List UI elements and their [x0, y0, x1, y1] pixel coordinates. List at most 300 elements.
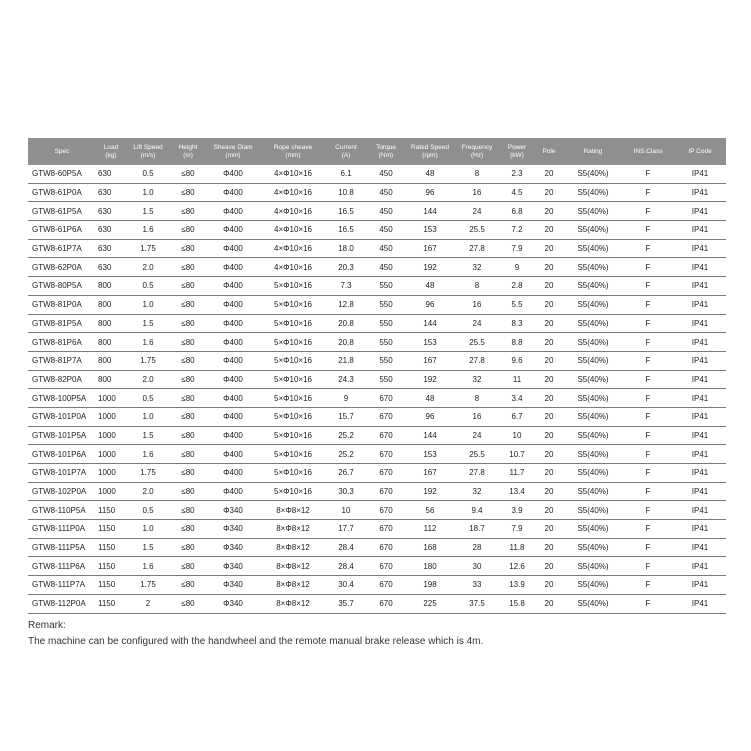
cell-current: 7.3	[326, 277, 366, 296]
cell-pole: 20	[534, 594, 564, 613]
cell-ip: IP41	[674, 277, 726, 296]
cell-load: 630	[96, 165, 126, 183]
column-header-ip	[674, 138, 726, 165]
cell-spec: GTW8-80P5A	[28, 277, 96, 296]
cell-ip: IP41	[674, 464, 726, 483]
cell-lift: 1.6	[126, 333, 170, 352]
table-row	[28, 165, 726, 183]
cell-height: ≤80	[170, 277, 206, 296]
column-header-line: Lift Speed	[133, 143, 163, 151]
cell-lift: 1.75	[126, 464, 170, 483]
cell-spec: GTW8-101P6A	[28, 445, 96, 464]
cell-rated: 96	[406, 407, 454, 426]
cell-freq: 18.7	[454, 520, 500, 539]
cell-rating: S5(40%)	[564, 557, 622, 576]
table-row	[28, 426, 726, 445]
cell-rope: 8×Φ8×12	[260, 501, 326, 520]
column-header-line: (rpm)	[422, 151, 438, 159]
cell-sheave: Φ400	[206, 221, 260, 240]
cell-rating: S5(40%)	[564, 295, 622, 314]
cell-ins: F	[622, 464, 674, 483]
column-header-line: Height	[178, 143, 198, 151]
cell-current: 15.7	[326, 407, 366, 426]
cell-rope: 4×Φ10×16	[260, 258, 326, 277]
cell-rated: 96	[406, 183, 454, 202]
cell-torque: 670	[366, 520, 406, 539]
cell-load: 1000	[96, 389, 126, 408]
cell-rope: 5×Φ10×16	[260, 314, 326, 333]
cell-spec: GTW8-100P5A	[28, 389, 96, 408]
cell-freq: 24	[454, 314, 500, 333]
cell-pole: 20	[534, 445, 564, 464]
cell-torque: 670	[366, 538, 406, 557]
cell-load: 1000	[96, 445, 126, 464]
cell-ip: IP41	[674, 239, 726, 258]
cell-rated: 167	[406, 464, 454, 483]
cell-sheave: Φ400	[206, 165, 260, 183]
cell-rating: S5(40%)	[564, 389, 622, 408]
cell-ip: IP41	[674, 538, 726, 557]
cell-height: ≤80	[170, 314, 206, 333]
cell-height: ≤80	[170, 557, 206, 576]
cell-torque: 550	[366, 295, 406, 314]
cell-current: 20.8	[326, 333, 366, 352]
cell-torque: 670	[366, 594, 406, 613]
cell-rope: 5×Φ10×16	[260, 277, 326, 296]
cell-spec: GTW8-101P7A	[28, 464, 96, 483]
table-row	[28, 594, 726, 613]
cell-power: 7.9	[500, 520, 534, 539]
cell-power: 3.9	[500, 501, 534, 520]
cell-freq: 32	[454, 482, 500, 501]
cell-spec: GTW8-61P6A	[28, 221, 96, 240]
cell-freq: 8	[454, 389, 500, 408]
column-header-sheave	[206, 138, 260, 165]
column-header-line: (A)	[341, 151, 351, 159]
cell-pole: 20	[534, 464, 564, 483]
cell-torque: 450	[366, 183, 406, 202]
cell-freq: 33	[454, 576, 500, 595]
cell-current: 16.5	[326, 202, 366, 221]
table-row	[28, 351, 726, 370]
cell-ip: IP41	[674, 445, 726, 464]
cell-height: ≤80	[170, 407, 206, 426]
cell-rated: 168	[406, 538, 454, 557]
column-header-line: Rope sheave	[273, 143, 313, 151]
cell-power: 2.3	[500, 165, 534, 183]
cell-torque: 550	[366, 351, 406, 370]
cell-rated: 48	[406, 277, 454, 296]
cell-ip: IP41	[674, 501, 726, 520]
cell-freq: 32	[454, 370, 500, 389]
cell-rope: 5×Φ10×16	[260, 370, 326, 389]
cell-ins: F	[622, 407, 674, 426]
table-row	[28, 239, 726, 258]
cell-rating: S5(40%)	[564, 258, 622, 277]
cell-ip: IP41	[674, 370, 726, 389]
cell-rating: S5(40%)	[564, 538, 622, 557]
cell-current: 21.8	[326, 351, 366, 370]
cell-spec: GTW8-60P5A	[28, 165, 96, 183]
cell-power: 7.2	[500, 221, 534, 240]
cell-rated: 167	[406, 239, 454, 258]
cell-rope: 4×Φ10×16	[260, 239, 326, 258]
cell-torque: 670	[366, 482, 406, 501]
cell-spec: GTW8-61P5A	[28, 202, 96, 221]
cell-ip: IP41	[674, 183, 726, 202]
cell-lift: 1.0	[126, 520, 170, 539]
cell-power: 2.8	[500, 277, 534, 296]
cell-freq: 28	[454, 538, 500, 557]
table-row	[28, 183, 726, 202]
cell-ins: F	[622, 370, 674, 389]
cell-ip: IP41	[674, 594, 726, 613]
cell-spec: GTW8-62P0A	[28, 258, 96, 277]
table-row	[28, 445, 726, 464]
cell-current: 25.2	[326, 445, 366, 464]
cell-torque: 670	[366, 576, 406, 595]
cell-current: 18.0	[326, 239, 366, 258]
column-header-line: Rating	[583, 147, 603, 155]
cell-sheave: Φ400	[206, 389, 260, 408]
cell-ins: F	[622, 295, 674, 314]
cell-ins: F	[622, 576, 674, 595]
cell-height: ≤80	[170, 239, 206, 258]
cell-freq: 8	[454, 277, 500, 296]
spec-table-container	[28, 138, 726, 614]
cell-freq: 8	[454, 165, 500, 183]
remark-block	[28, 618, 483, 650]
cell-lift: 1.5	[126, 202, 170, 221]
cell-rope: 8×Φ8×12	[260, 520, 326, 539]
cell-load: 630	[96, 258, 126, 277]
cell-rated: 144	[406, 426, 454, 445]
cell-freq: 37.5	[454, 594, 500, 613]
cell-load: 1000	[96, 464, 126, 483]
table-row	[28, 407, 726, 426]
cell-torque: 450	[366, 165, 406, 183]
cell-power: 11	[500, 370, 534, 389]
cell-lift: 2.0	[126, 482, 170, 501]
cell-pole: 20	[534, 407, 564, 426]
cell-pole: 20	[534, 258, 564, 277]
column-header-height	[170, 138, 206, 165]
cell-sheave: Φ400	[206, 351, 260, 370]
cell-rating: S5(40%)	[564, 501, 622, 520]
cell-freq: 16	[454, 295, 500, 314]
table-row	[28, 202, 726, 221]
cell-ip: IP41	[674, 351, 726, 370]
cell-sheave: Φ400	[206, 202, 260, 221]
cell-power: 10.7	[500, 445, 534, 464]
cell-ip: IP41	[674, 165, 726, 183]
cell-current: 17.7	[326, 520, 366, 539]
cell-sheave: Φ340	[206, 576, 260, 595]
cell-ins: F	[622, 239, 674, 258]
cell-rating: S5(40%)	[564, 445, 622, 464]
cell-height: ≤80	[170, 520, 206, 539]
cell-current: 20.8	[326, 314, 366, 333]
cell-ip: IP41	[674, 389, 726, 408]
cell-ins: F	[622, 557, 674, 576]
cell-spec: GTW8-102P0A	[28, 482, 96, 501]
cell-rated: 48	[406, 389, 454, 408]
cell-freq: 24	[454, 426, 500, 445]
cell-pole: 20	[534, 333, 564, 352]
cell-current: 28.4	[326, 557, 366, 576]
cell-load: 1150	[96, 594, 126, 613]
cell-height: ≤80	[170, 258, 206, 277]
cell-rated: 96	[406, 295, 454, 314]
cell-current: 25.2	[326, 426, 366, 445]
cell-current: 10	[326, 501, 366, 520]
cell-freq: 24	[454, 202, 500, 221]
cell-ins: F	[622, 258, 674, 277]
cell-rope: 5×Φ10×16	[260, 445, 326, 464]
cell-freq: 27.8	[454, 464, 500, 483]
cell-pole: 20	[534, 165, 564, 183]
cell-sheave: Φ400	[206, 314, 260, 333]
cell-lift: 1.5	[126, 538, 170, 557]
cell-load: 1000	[96, 482, 126, 501]
table-row	[28, 277, 726, 296]
table-row	[28, 314, 726, 333]
cell-power: 5.5	[500, 295, 534, 314]
cell-sheave: Φ400	[206, 333, 260, 352]
cell-spec: GTW8-101P0A	[28, 407, 96, 426]
cell-load: 630	[96, 239, 126, 258]
cell-ip: IP41	[674, 557, 726, 576]
cell-rated: 153	[406, 445, 454, 464]
cell-power: 12.6	[500, 557, 534, 576]
cell-pole: 20	[534, 426, 564, 445]
cell-height: ≤80	[170, 538, 206, 557]
cell-ip: IP41	[674, 482, 726, 501]
cell-freq: 16	[454, 407, 500, 426]
cell-rated: 48	[406, 165, 454, 183]
cell-pole: 20	[534, 501, 564, 520]
cell-lift: 1.0	[126, 183, 170, 202]
cell-ip: IP41	[674, 314, 726, 333]
cell-load: 800	[96, 370, 126, 389]
column-header-rating	[564, 138, 622, 165]
cell-rating: S5(40%)	[564, 202, 622, 221]
column-header-spec	[28, 138, 96, 165]
cell-rating: S5(40%)	[564, 314, 622, 333]
cell-height: ≤80	[170, 594, 206, 613]
cell-power: 4.5	[500, 183, 534, 202]
cell-freq: 16	[454, 183, 500, 202]
cell-height: ≤80	[170, 370, 206, 389]
cell-rating: S5(40%)	[564, 520, 622, 539]
cell-current: 9	[326, 389, 366, 408]
column-header-freq	[454, 138, 500, 165]
cell-pole: 20	[534, 482, 564, 501]
cell-lift: 1.0	[126, 407, 170, 426]
cell-current: 24.3	[326, 370, 366, 389]
column-header-line: Load	[103, 143, 119, 151]
cell-rating: S5(40%)	[564, 464, 622, 483]
cell-rated: 144	[406, 202, 454, 221]
cell-sheave: Φ400	[206, 239, 260, 258]
cell-ip: IP41	[674, 576, 726, 595]
column-header-line: (m/s)	[140, 151, 156, 159]
column-header-ins	[622, 138, 674, 165]
cell-rating: S5(40%)	[564, 239, 622, 258]
cell-lift: 1.6	[126, 557, 170, 576]
remark-text: The machine can be configured with the handwheel and the remote manual brake release which is 4m.	[28, 636, 484, 647]
cell-spec: GTW8-111P5A	[28, 538, 96, 557]
column-header-load	[96, 138, 126, 165]
cell-load: 1150	[96, 557, 126, 576]
cell-spec: GTW8-111P7A	[28, 576, 96, 595]
cell-rating: S5(40%)	[564, 576, 622, 595]
table-row	[28, 501, 726, 520]
cell-ins: F	[622, 165, 674, 183]
cell-load: 1150	[96, 501, 126, 520]
cell-ip: IP41	[674, 202, 726, 221]
column-header-pole	[534, 138, 564, 165]
cell-freq: 27.8	[454, 351, 500, 370]
cell-sheave: Φ340	[206, 557, 260, 576]
cell-rope: 5×Φ10×16	[260, 351, 326, 370]
cell-height: ≤80	[170, 333, 206, 352]
cell-torque: 670	[366, 445, 406, 464]
cell-sheave: Φ340	[206, 538, 260, 557]
cell-rating: S5(40%)	[564, 221, 622, 240]
cell-torque: 670	[366, 501, 406, 520]
cell-lift: 0.5	[126, 277, 170, 296]
cell-rated: 198	[406, 576, 454, 595]
cell-sheave: Φ400	[206, 445, 260, 464]
cell-rated: 192	[406, 482, 454, 501]
cell-ip: IP41	[674, 520, 726, 539]
cell-ip: IP41	[674, 295, 726, 314]
column-header-line: (m)	[183, 151, 193, 159]
cell-ip: IP41	[674, 407, 726, 426]
cell-current: 30.3	[326, 482, 366, 501]
cell-torque: 450	[366, 239, 406, 258]
cell-ins: F	[622, 594, 674, 613]
cell-power: 11.8	[500, 538, 534, 557]
cell-rated: 192	[406, 258, 454, 277]
cell-pole: 20	[534, 183, 564, 202]
cell-power: 8.3	[500, 314, 534, 333]
cell-sheave: Φ400	[206, 464, 260, 483]
cell-torque: 550	[366, 370, 406, 389]
cell-rope: 5×Φ10×16	[260, 426, 326, 445]
cell-height: ≤80	[170, 295, 206, 314]
cell-sheave: Φ400	[206, 426, 260, 445]
cell-torque: 670	[366, 407, 406, 426]
cell-ins: F	[622, 538, 674, 557]
cell-power: 13.4	[500, 482, 534, 501]
cell-height: ≤80	[170, 183, 206, 202]
cell-rating: S5(40%)	[564, 183, 622, 202]
cell-spec: GTW8-111P6A	[28, 557, 96, 576]
table-row	[28, 482, 726, 501]
cell-ins: F	[622, 202, 674, 221]
cell-sheave: Φ400	[206, 258, 260, 277]
column-header-current	[326, 138, 366, 165]
cell-pole: 20	[534, 389, 564, 408]
cell-rated: 112	[406, 520, 454, 539]
cell-ins: F	[622, 482, 674, 501]
column-header-line: (kg)	[105, 151, 117, 159]
cell-power: 15.8	[500, 594, 534, 613]
table-row	[28, 520, 726, 539]
cell-current: 35.7	[326, 594, 366, 613]
column-header-line: (kW)	[510, 151, 524, 159]
cell-power: 6.7	[500, 407, 534, 426]
cell-load: 800	[96, 277, 126, 296]
cell-lift: 0.5	[126, 165, 170, 183]
cell-power: 11.7	[500, 464, 534, 483]
cell-sheave: Φ340	[206, 501, 260, 520]
cell-torque: 550	[366, 333, 406, 352]
cell-lift: 1.75	[126, 351, 170, 370]
cell-current: 6.1	[326, 165, 366, 183]
cell-rated: 153	[406, 333, 454, 352]
cell-height: ≤80	[170, 202, 206, 221]
cell-rating: S5(40%)	[564, 426, 622, 445]
table-header-row	[28, 138, 726, 165]
cell-pole: 20	[534, 520, 564, 539]
cell-sheave: Φ400	[206, 482, 260, 501]
table-row	[28, 557, 726, 576]
cell-rated: 56	[406, 501, 454, 520]
column-header-line: (Hz)	[470, 151, 484, 159]
cell-load: 630	[96, 183, 126, 202]
cell-freq: 30	[454, 557, 500, 576]
table-row	[28, 333, 726, 352]
column-header-line: Rated Speed	[411, 143, 449, 151]
cell-freq: 9.4	[454, 501, 500, 520]
table-row	[28, 370, 726, 389]
cell-rope: 5×Φ10×16	[260, 333, 326, 352]
cell-current: 28.4	[326, 538, 366, 557]
cell-ins: F	[622, 520, 674, 539]
cell-rated: 225	[406, 594, 454, 613]
cell-pole: 20	[534, 557, 564, 576]
cell-freq: 32	[454, 258, 500, 277]
cell-rope: 8×Φ8×12	[260, 594, 326, 613]
cell-rope: 5×Φ10×16	[260, 389, 326, 408]
table-row	[28, 389, 726, 408]
cell-rope: 8×Φ8×12	[260, 538, 326, 557]
cell-ins: F	[622, 183, 674, 202]
cell-power: 9.6	[500, 351, 534, 370]
cell-spec: GTW8-112P0A	[28, 594, 96, 613]
table-body	[28, 165, 726, 613]
cell-pole: 20	[534, 314, 564, 333]
column-header-line: (Nm)	[378, 151, 394, 159]
cell-rating: S5(40%)	[564, 407, 622, 426]
cell-power: 13.9	[500, 576, 534, 595]
table-row	[28, 258, 726, 277]
cell-load: 1150	[96, 576, 126, 595]
table-row	[28, 576, 726, 595]
column-header-line: Current	[335, 143, 357, 151]
column-header-line: INS.Class	[633, 147, 663, 155]
cell-rated: 144	[406, 314, 454, 333]
column-header-rated	[406, 138, 454, 165]
cell-height: ≤80	[170, 501, 206, 520]
cell-pole: 20	[534, 295, 564, 314]
cell-load: 630	[96, 202, 126, 221]
cell-spec: GTW8-81P0A	[28, 295, 96, 314]
cell-torque: 450	[366, 221, 406, 240]
